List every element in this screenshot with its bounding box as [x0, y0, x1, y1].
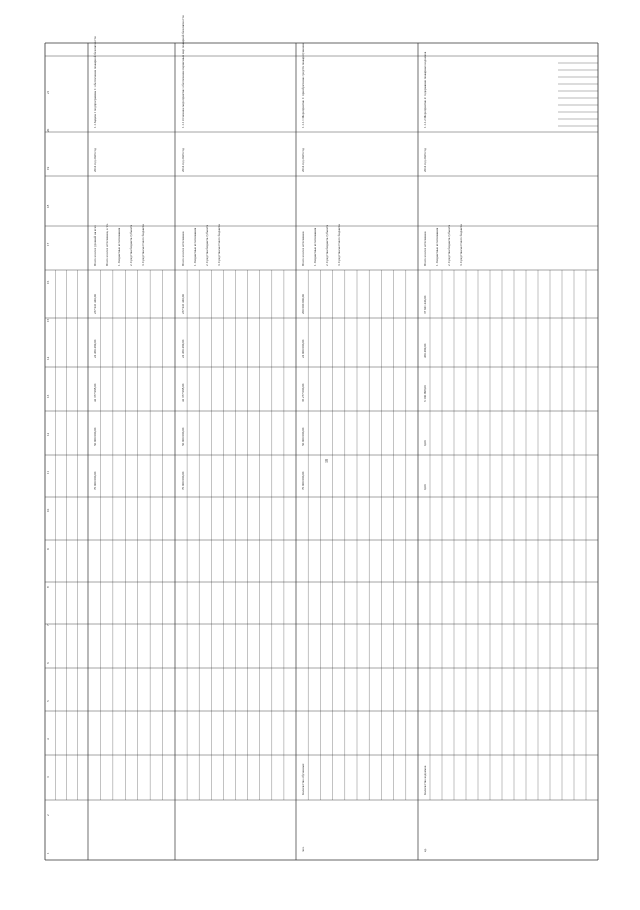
group-years: 2014 год 2026 год — [181, 148, 185, 172]
column-number: 9 — [46, 548, 50, 550]
column-number: 10 — [46, 508, 50, 512]
amount-value: 70 000 000,00 — [181, 471, 185, 490]
column-number: 4 — [46, 738, 50, 740]
amount-value: 37 941 440,00 — [423, 295, 427, 314]
amount-value: 50 000 000,00 — [181, 427, 185, 446]
column-number: 14 — [46, 356, 50, 360]
group-years: 2014 год 2026 год — [301, 148, 305, 172]
group-title: 1.1.1 Основное мероприятие: обеспечение первичных мер пожарной безопасности — [181, 15, 185, 128]
amount-value: 70 000 000,00 — [93, 471, 97, 490]
amount-value: 200 000 000,00 — [301, 294, 305, 314]
row-label: 3. Средства местного бюджета — [217, 224, 221, 266]
amount-value: 0,00 — [423, 440, 427, 446]
amount-value: 460 499,00 — [423, 343, 427, 358]
group-title: 1.1.1.1 Мероприятие 1: приобретение средств пожаротушения — [301, 43, 305, 128]
amount-value: 50 000 000,00 — [93, 427, 97, 446]
amount-value: 6 100 998,00 — [423, 385, 427, 402]
amount-value: 237 941 440,00 — [181, 294, 185, 314]
row-label: Всего из всех источников — [423, 231, 427, 266]
row-label: 2. Средства бюджета субъекта — [447, 225, 451, 266]
column-number: 2 — [46, 814, 50, 816]
row-label: 3. Средства местного бюджета — [141, 224, 145, 266]
unit-text: ед. — [423, 848, 427, 852]
column-number: 7 — [46, 624, 50, 626]
indicator-text: Количество водоемов — [423, 765, 427, 795]
amount-value: 42 377 998,00 — [181, 383, 185, 402]
column-number: 8 — [46, 586, 50, 588]
row-label: 2. Средства бюджета субъекта — [325, 225, 329, 266]
indicator-text: Количество обученных — [301, 763, 305, 795]
amount-value: 24 460 499,00 — [93, 339, 97, 358]
row-label: 2. Средства бюджета субъекта — [129, 225, 133, 266]
amount-value: 0,00 — [423, 484, 427, 490]
row-label: Всего из всех источников — [181, 231, 185, 266]
column-number: 11 — [46, 470, 50, 474]
page-number: 18 — [324, 459, 329, 463]
row-label: 1. Бюджетные ассигнования — [193, 227, 197, 266]
amount-value: 237 941 440,00 — [93, 294, 97, 314]
amount-value: 36 277 000,00 — [301, 383, 305, 402]
column-number: 5 — [46, 700, 50, 702]
row-label: 3. Средства местного бюджета — [337, 224, 341, 266]
group-title: 1.1.1.2 Мероприятие 2: содержание пожарных водоемов — [423, 51, 427, 128]
column-number: 21 — [46, 90, 50, 94]
column-number: 1 — [46, 852, 50, 854]
row-label: 1. Бюджетные ассигнования — [435, 227, 439, 266]
amount-value: 70 000 000,00 — [301, 471, 305, 490]
column-number: 15 — [46, 318, 50, 322]
column-number: 16 — [46, 280, 50, 284]
row-label: 1. Бюджетные ассигнования — [117, 227, 121, 266]
group-years: 2014 год 2026 год — [423, 148, 427, 172]
column-number: 20 — [46, 128, 50, 132]
amount-value: 50 000 000,00 — [301, 427, 305, 446]
column-number: 17 — [46, 242, 50, 246]
group-title: 1.1 Задача 1 подпрограммы 1: обеспечение пожарной безопасности — [93, 36, 97, 128]
column-number: 6 — [46, 662, 50, 664]
row-label: Всего из всех источников — [301, 231, 305, 266]
row-label: Всего из всех источников, в т.ч. — [105, 223, 109, 266]
group-years: 2014 год 2026 год — [93, 148, 97, 172]
row-label: 1. Бюджетные ассигнования — [313, 227, 317, 266]
column-number: 19 — [46, 166, 50, 170]
column-number: 12 — [46, 432, 50, 436]
amount-value: 24 000 000,00 — [301, 339, 305, 358]
unit-text: чел. — [301, 846, 305, 852]
column-number: 13 — [46, 394, 50, 398]
row-label: 2. Средства бюджета субъекта — [205, 225, 209, 266]
amount-value: 42 377 998,00 — [93, 383, 97, 402]
row-label: 3. Средства местного бюджета — [459, 224, 463, 266]
row-label: Всего из всех уровней на всех — [93, 225, 97, 266]
amount-value: 24 460 499,00 — [181, 339, 185, 358]
column-number: 18 — [46, 204, 50, 208]
column-number: 3 — [46, 776, 50, 778]
